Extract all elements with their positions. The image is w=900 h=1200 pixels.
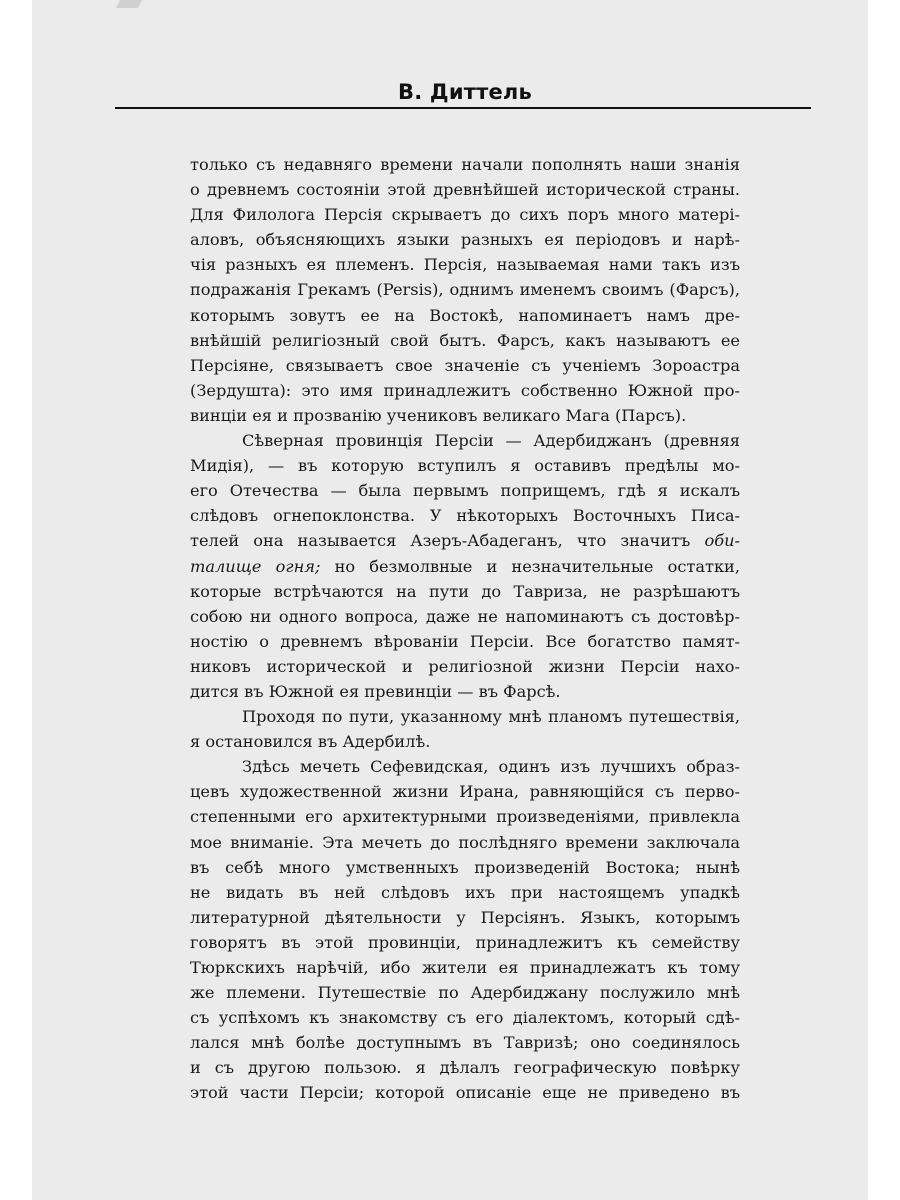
scan-corner-mark (116, 0, 143, 8)
text-line: его Отечества — была первымъ поприщемъ, гдѣ я искалъ (190, 481, 740, 501)
text-line: аловъ, объясняющихъ языки разныхъ ея періодовъ и нарѣ- (190, 230, 740, 250)
text-line: подражанія Грекамъ (Persis), однимъ именемъ своимъ (Фарсъ), (190, 280, 740, 300)
italic-term: оби- (704, 531, 740, 551)
text-line: въ себѣ много умственныхъ произведеній Востока; нынѣ (190, 857, 740, 877)
text-line: литературной дѣятельности у Персіянъ. Языкъ, которымъ (190, 907, 740, 927)
text-line: съ успѣхомъ къ знакомству съ его діалектомъ, который сдѣ- (190, 1008, 740, 1028)
text-line (190, 554, 740, 579)
text-line: говорятъ въ этой провинціи, принадлежитъ къ семейству (190, 932, 740, 952)
text-line: не видать въ ней слѣдовъ ихъ при настоящемъ упадкѣ (190, 882, 740, 902)
text-segment: но безмолвные и незначительные остатки, (334, 556, 740, 576)
text-line: (Зердушта): это имя принадлежитъ собственно Южной про- (190, 380, 740, 400)
text-line: чія разныхъ ея племенъ. Персія, называемая нами такъ изъ (190, 255, 740, 275)
text-line: винціи ея и прозванію учениковъ великаго Мага (Парсъ). (190, 405, 687, 425)
text-segment: телей она называется Азеръ-Абадеганъ, что значитъ (190, 531, 691, 551)
text-line: о древнемъ состояніи этой древнѣйшей исторической страны. (190, 180, 740, 200)
text-line: внѣйшій религіозный свой бытъ. Фарсъ, какъ называютъ ее (190, 330, 740, 350)
running-head-author: В. Диттель (398, 80, 532, 104)
text-line: же племени. Путешествіе по Адербиджану послужило мнѣ (190, 983, 740, 1003)
text-line: Тюркскихъ нарѣчій, ибо жители ея принадлежатъ къ тому (190, 958, 740, 977)
body-text (190, 152, 740, 1106)
text-line: Персіяне, связываетъ свое значеніе съ ученіемъ Зороастра (190, 355, 740, 375)
text-line: Сѣверная провинція Персіи — Адербиджанъ (древняя (242, 431, 740, 451)
text-line: дится въ Южной ея превинціи — въ Фарсѣ. (190, 681, 561, 701)
text-line: Проходя по пути, указанному мнѣ планомъ путешествія, (242, 707, 740, 727)
text-line: никовъ исторической и религіозной жизни Персіи нахо- (190, 656, 740, 676)
header-rule (115, 107, 811, 109)
text-line: цевъ художественной жизни Ирана, равняющійся съ перво- (190, 782, 740, 802)
text-line: лался мнѣ болѣе доступнымъ въ Тавризѣ; оно соединялось (190, 1033, 740, 1053)
text-line: этой части Персіи; которой описаніе еще не приведено въ (190, 1083, 740, 1103)
text-line (190, 528, 740, 553)
text-line: я остановился въ Адербилѣ. (190, 732, 431, 752)
text-line: только съ недавняго времени начали пополнять наши знанія (190, 155, 740, 174)
text-line: Мидія), — въ которую вступилъ я оставивъ предѣлы мо- (190, 456, 740, 476)
text-line: которымъ зовутъ ее на Востокѣ, напоминаетъ намъ дре- (190, 305, 740, 325)
text-line: которые встрѣчаются на пути до Тавриза, не разрѣшаютъ (190, 581, 740, 601)
text-line: собою ни одного вопроса, даже не напоминаютъ съ достовѣр- (190, 606, 740, 626)
italic-term: талище огня; (190, 556, 321, 576)
text-line: ностію о древнемъ вѣрованіи Персіи. Все богатство памят- (190, 631, 740, 651)
text-line: и съ другою пользою. я дѣлалъ географическую повѣрку (190, 1058, 740, 1078)
text-line: Здѣсь мечеть Сефевидская, одинъ изъ лучшихъ образ- (242, 757, 740, 777)
text-line: степенными его архитектурными произведеніями, привлекла (190, 807, 740, 827)
text-line: мое вниманіе. Эта мечеть до послѣдняго времени заключала (190, 832, 740, 852)
text-line: слѣдовъ огнепоклонства. У нѣкоторыхъ Восточныхъ Писа- (190, 506, 740, 526)
text-line: Для Филолога Персія скрываетъ до сихъ поръ много матері- (190, 205, 740, 225)
